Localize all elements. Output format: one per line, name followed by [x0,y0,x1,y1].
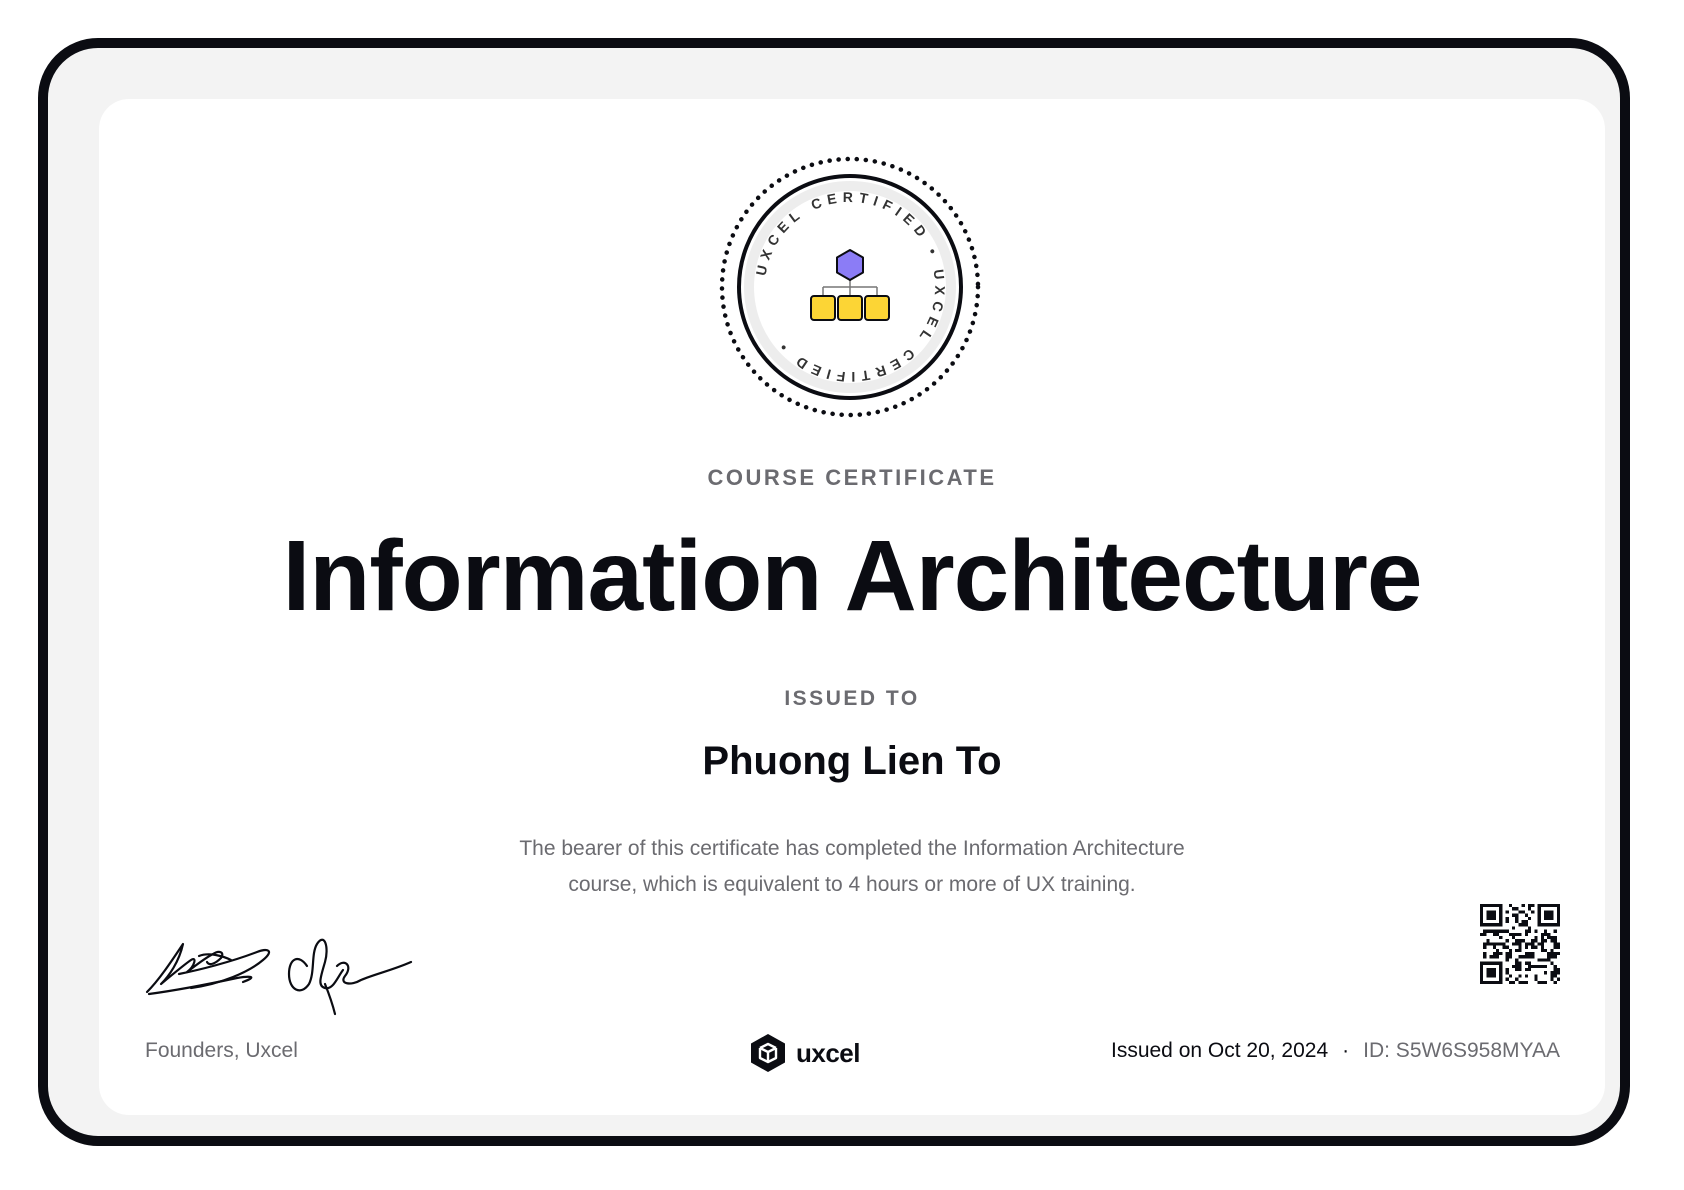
badge-graphic [700,137,1000,437]
signature-right [289,940,411,1014]
issued-date: Issued on Oct 20, 2024 [1110,1039,1329,1062]
issue-details [1111,1039,1560,1063]
certificate-frame [38,38,1630,1146]
uxcel-logo [748,1032,860,1074]
founder-signatures [139,914,439,1024]
signature-left [147,944,269,994]
uxcel-logo-icon [748,1032,788,1074]
hexagon-node [837,250,863,280]
signers-label: Founders, Uxcel [145,1039,298,1062]
description-line-2: course, which is equivalent to 4 hours or more of UX training. [568,873,1136,896]
issued-to-label: ISSUED TO [784,687,920,710]
uxcel-logo-text: uxcel [796,1037,860,1068]
sitemap-box-right [865,296,889,320]
sitemap-box-center [838,296,862,320]
sitemap-box-left [811,296,835,320]
certificate-card [99,99,1605,1115]
badge-ring-text: UXCEL CERTIFIED • UXCEL CERTIFIED • [752,188,949,386]
recipient-name: Phuong Lien To [702,739,1002,783]
certificate-description [492,831,1212,903]
certificate-id: ID: S5W6S958MYAA [1363,1039,1560,1062]
description-line-1: The bearer of this certificate has completed the Information Architecture [519,837,1185,860]
qr-code-icon [1480,904,1560,984]
course-title: Information Architecture [282,520,1422,632]
separator-dot: · [1342,1039,1350,1062]
certificate-type-label: COURSE CERTIFICATE [707,465,997,490]
certified-badge [700,137,1000,437]
